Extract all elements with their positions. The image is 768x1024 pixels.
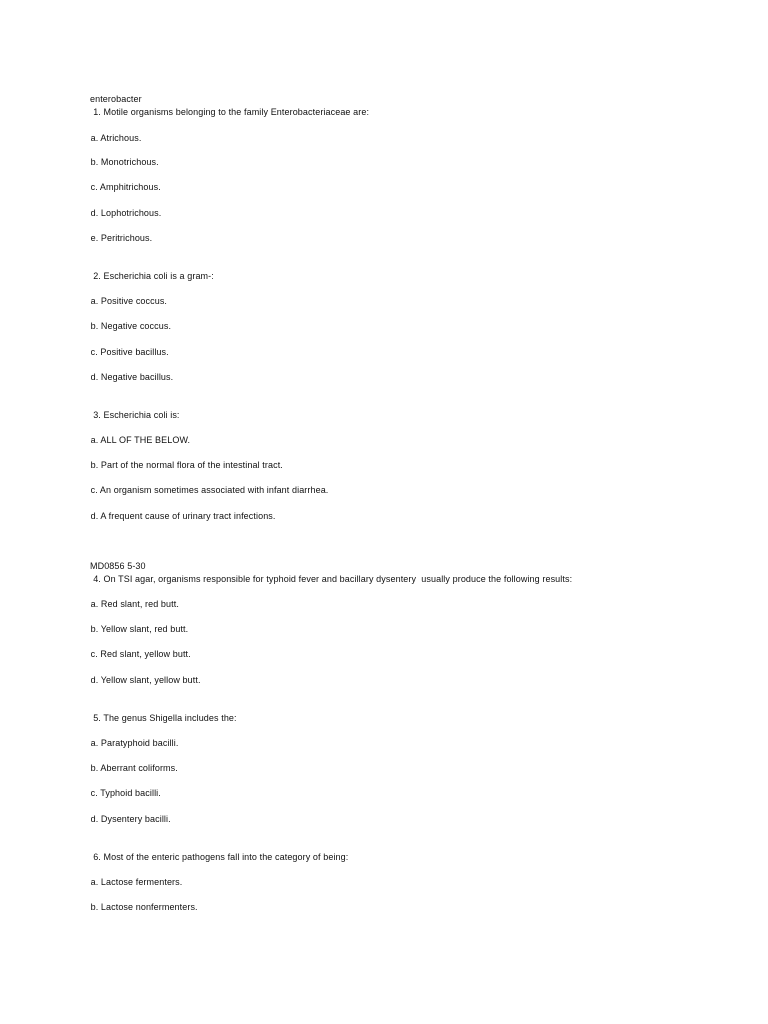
answer-2a: a. Positive coccus. (88, 296, 168, 306)
answer-5c: c. Typhoid bacilli. (88, 788, 161, 798)
answer-4b: b. Yellow slant, red butt. (88, 624, 189, 634)
answer-1e: e. Peritrichous. (88, 233, 153, 243)
answer-1b: b. Monotrichous. (88, 157, 159, 167)
question-1: 1. Motile organisms belonging to the family Enterobacteriaceae are: (88, 107, 370, 117)
answer-6b: b. Lactose nonfermenters. (88, 902, 198, 912)
answer-6a: a. Lactose fermenters. (88, 877, 183, 887)
question-4: 4. On TSI agar, organisms responsible for typhoid fever and bacillary dysentery usually produce the following results: (88, 574, 573, 584)
question-6: 6. Most of the enteric pathogens fall into the category of being: (88, 852, 349, 862)
answer-3b: b. Part of the normal flora of the intestinal tract. (88, 460, 283, 470)
answer-5b: b. Aberrant coliforms. (88, 763, 178, 773)
question-2: 2. Escherichia coli is a gram-: (88, 271, 214, 281)
answer-4a: a. Red slant, red butt. (88, 599, 179, 609)
answer-3a: a. ALL OF THE BELOW. (88, 435, 191, 445)
answer-5d: d. Dysentery bacilli. (88, 814, 171, 824)
answer-1c: c. Amphitrichous. (88, 182, 161, 192)
answer-5a: a. Paratyphoid bacilli. (88, 738, 179, 748)
section-heading: enterobacter (90, 94, 142, 104)
answer-2d: d. Negative bacillus. (88, 372, 174, 382)
question-5: 5. The genus Shigella includes the: (88, 713, 237, 723)
answer-4d: d. Yellow slant, yellow butt. (88, 675, 201, 685)
answer-2b: b. Negative coccus. (88, 321, 172, 331)
page-footer-code: MD0856 5-30 (90, 561, 146, 571)
answer-4c: c. Red slant, yellow butt. (88, 649, 191, 659)
answer-2c: c. Positive bacillus. (88, 347, 169, 357)
answer-1d: d. Lophotrichous. (88, 208, 162, 218)
answer-3c: c. An organism sometimes associated with infant diarrhea. (88, 485, 329, 495)
question-3: 3. Escherichia coli is: (88, 410, 180, 420)
answer-3d: d. A frequent cause of urinary tract infections. (88, 511, 276, 521)
answer-1a: a. Atrichous. (88, 133, 142, 143)
